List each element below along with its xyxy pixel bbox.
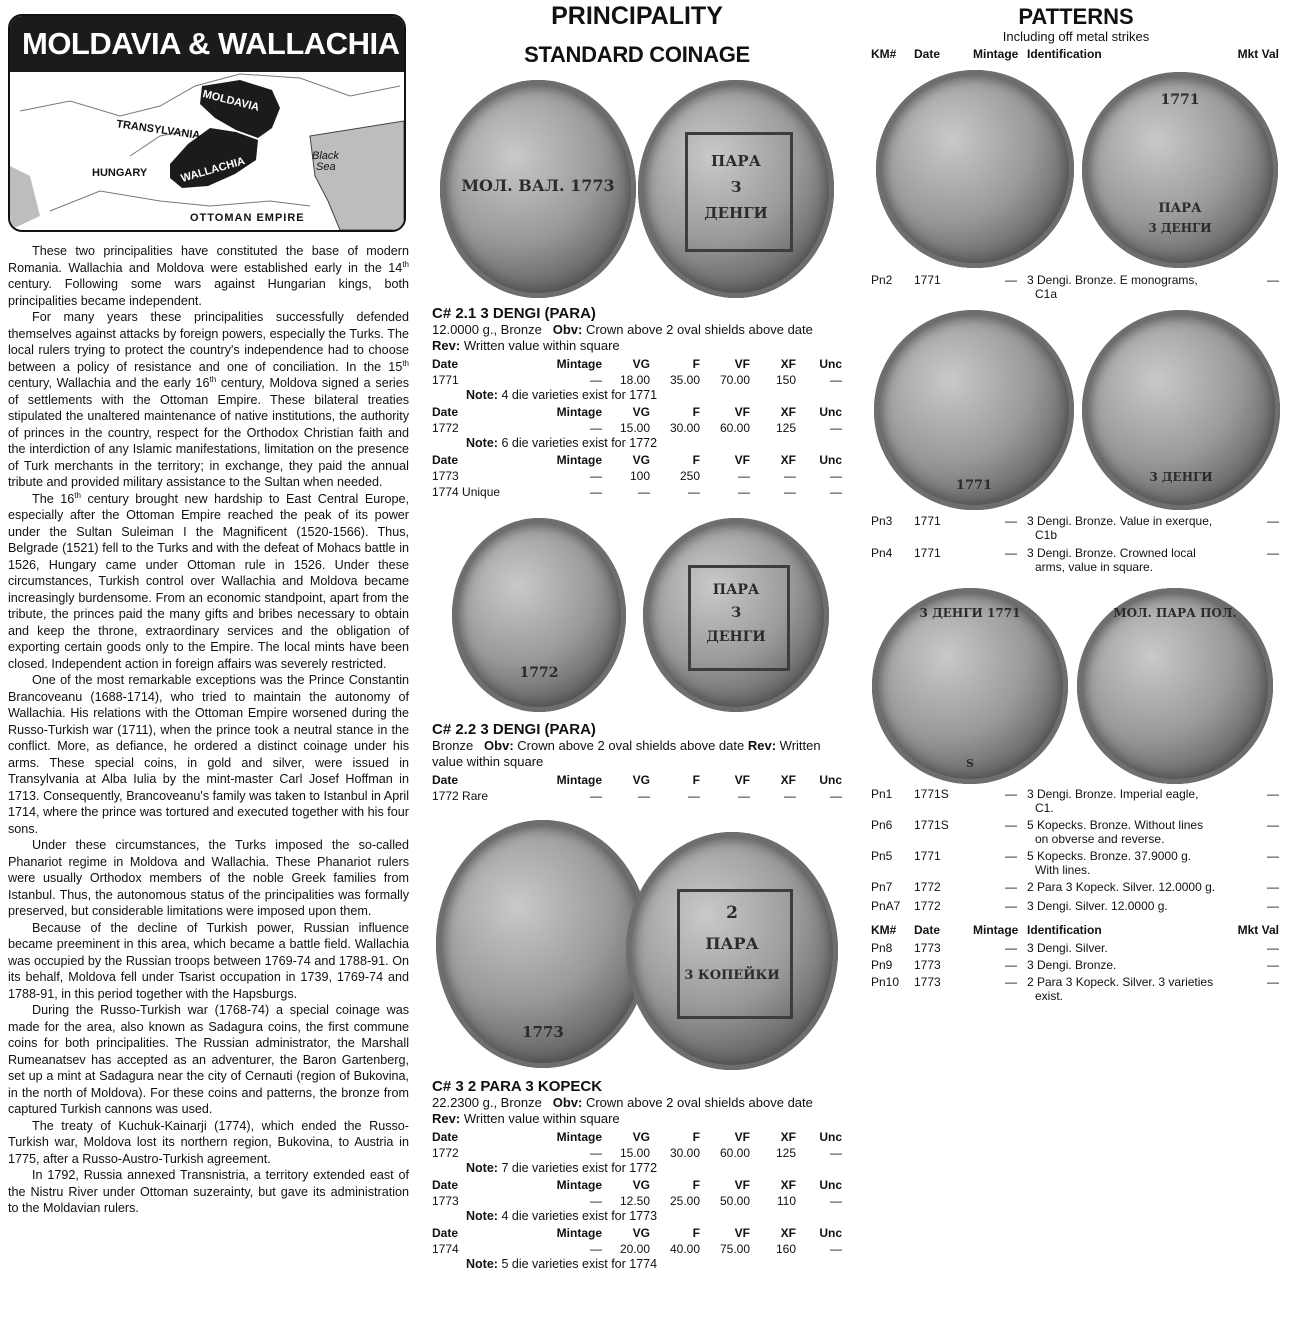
table-cell: — <box>784 469 796 483</box>
table-cell: — <box>638 485 650 499</box>
pattern-identification: 3 Dengi. Silver. <box>1027 941 1108 955</box>
coin-legend: ПАРА <box>705 934 759 954</box>
table-row <box>432 372 842 388</box>
coin-weight: 22.2300 g., Bronze <box>432 1095 542 1110</box>
coin-entry-c21 <box>432 305 842 500</box>
history-paragraph: These two principalities have constituted the base of modern Romania. Wallachia and Moldova were established early in the 14th century. Following some wars against Hungarian kings, both principalities became independent. <box>8 244 409 308</box>
table-cell: — <box>590 373 602 387</box>
table-cell: 1772 <box>432 1146 459 1160</box>
table-row <box>432 1241 842 1257</box>
note-label: Note: <box>466 1161 498 1175</box>
obv-text: Crown above 2 oval shields above date <box>585 1095 813 1110</box>
obv-label: Obv: <box>552 322 583 337</box>
table-cell: — <box>738 485 750 499</box>
value-table <box>432 1129 842 1161</box>
pattern-mkt-val: — <box>1267 818 1279 832</box>
table-cell: 125 <box>775 1146 796 1160</box>
pattern-mintage: — <box>1005 880 1017 894</box>
history-text <box>8 243 409 1217</box>
pattern-date: 1771 <box>914 273 941 287</box>
pattern-mkt-val: — <box>1267 975 1279 989</box>
note-text: 4 die varieties exist for 1773 <box>501 1209 658 1223</box>
pattern-mintage: — <box>1005 941 1017 955</box>
history-paragraph: Because of the decline of Turkish power, Russian influence became preeminent in this area, which became a battle field. Wallachia was occupied by the Russian troops between 1769-74 and 1788-91. On its behalf, Moldova fell under Tsarist occupation in 1739, 1769-74 and 1788-91, in this period together with the Hapsburgs. <box>8 920 409 1001</box>
header-cell: VG <box>632 357 650 371</box>
table-cell: 125 <box>775 421 796 435</box>
rev-label: Rev: <box>747 738 777 753</box>
header-cell: VF <box>734 1178 750 1192</box>
pattern-coin-pn1-obverse <box>872 588 1068 784</box>
pattern-km: Pn8 <box>871 941 893 955</box>
table-cell: — <box>688 485 700 499</box>
coin-title: C# 3 2 PARA 3 KOPECK <box>432 1078 603 1095</box>
header-mintage: Mintage <box>973 47 1019 61</box>
table-cell: 35.00 <box>669 373 700 387</box>
table-cell: 12.50 <box>619 1194 650 1208</box>
coin-weight: 12.0000 g., Bronze <box>432 322 542 337</box>
header-cell: Unc <box>819 1130 842 1144</box>
header-cell: F <box>692 405 700 419</box>
pattern-mkt-val: — <box>1267 787 1279 801</box>
value-table-header <box>432 356 842 372</box>
patterns-heading: PATTERNS <box>1018 4 1134 29</box>
header-cell: Unc <box>819 405 842 419</box>
coin-legend: 1772 <box>519 665 559 682</box>
table-cell: 30.00 <box>669 421 700 435</box>
table-cell: 25.00 <box>669 1194 700 1208</box>
header-cell: VF <box>734 1226 750 1240</box>
history-paragraph: For many years these principalities successfully defended themselves against attacks by foreign powers, especially the Turks. The local rulers trying to protect the country's independence had to choose between a policy of resistance and one of conciliation. In the 15th century, Wallachia and the early 16th century, Moldova signed a series of settlements with the Ottoman Empire. These bilateral treaties stipulated the unaltered maintenance of native institutions, the authority of princes in the country, respect for the Orthodox Christian faith and the interdiction of any Islamic manifestations, limitation on the presence of Turk merchants in the territory; in exchange, they paid the annual tribute and provided military assistance to the Sultan when needed. <box>8 310 409 489</box>
obv-text: Crown above 2 oval shields above date <box>585 322 813 337</box>
table-cell: 1773 <box>432 469 459 483</box>
pattern-date: 1771 <box>914 546 941 560</box>
pattern-coin-pn2-obverse <box>876 70 1074 268</box>
header-cell: VG <box>632 1226 650 1240</box>
coin-legend: МОЛ. ПАРА ПОЛ. <box>1113 605 1237 620</box>
table-row <box>432 1193 842 1209</box>
coin-title: C# 2.2 3 DENGI (PARA) <box>432 721 596 738</box>
table-row <box>432 1145 842 1161</box>
pattern-identification: 3 Dengi. Bronze. <box>1027 958 1117 972</box>
coin-legend: МОЛ. ВАЛ. 1773 <box>461 175 615 195</box>
pattern-identification-cont: C1a <box>1035 287 1058 301</box>
table-cell: — <box>830 469 842 483</box>
header-cell: VF <box>734 773 750 787</box>
coin-legend: З <box>730 178 742 197</box>
value-table-header <box>432 1129 842 1145</box>
pattern-mkt-val: — <box>1267 546 1279 560</box>
header-cell: XF <box>780 453 796 467</box>
header-cell: XF <box>780 405 796 419</box>
map-label-black-sea-1: Black <box>312 150 339 162</box>
header-cell: F <box>692 1226 700 1240</box>
pattern-mkt-val: — <box>1267 273 1279 287</box>
header-cell: Date <box>432 453 459 467</box>
coin-legend: 1771 <box>1160 91 1200 108</box>
coin-description <box>432 738 842 770</box>
table-cell: — <box>784 789 796 803</box>
pattern-mkt-val: — <box>1267 849 1279 863</box>
variety-note <box>432 1257 842 1271</box>
header-cell: VF <box>734 357 750 371</box>
obv-label: Obv: <box>552 1095 583 1110</box>
pattern-mintage: — <box>1005 546 1017 560</box>
black-sea-shape <box>310 121 404 230</box>
note-label: Note: <box>466 1257 498 1271</box>
pattern-mintage: — <box>1005 514 1017 528</box>
history-paragraph: Under these circumstances, the Turks imposed the so-called Phanariot regime in Moldova and Wallachia. These Phanariot rulers were usually Orthodox members of the noble Greek families from Istanbul. Thus, the autonomous status of the principalities was formally preserved, but considerable limitations were imposed upon them. <box>8 838 409 918</box>
table-cell: 15.00 <box>619 421 650 435</box>
coin-weight: Bronze <box>432 738 474 753</box>
value-table <box>432 452 842 500</box>
table-cell: — <box>590 469 602 483</box>
variety-note <box>432 436 842 450</box>
note-text: 7 die varieties exist for 1772 <box>501 1161 658 1175</box>
note-text: 4 die varieties exist for 1771 <box>501 388 658 402</box>
table-row <box>432 468 842 484</box>
map-label-hungary: HUNGARY <box>92 167 148 179</box>
header-cell: VG <box>632 1178 650 1192</box>
table-row <box>432 420 842 436</box>
pattern-coin-pn3-obverse <box>874 310 1074 510</box>
header-cell: F <box>692 357 700 371</box>
header-cell: Unc <box>819 1226 842 1240</box>
pattern-date: 1772 <box>914 899 941 913</box>
coin-image-c22-reverse <box>643 518 829 712</box>
pattern-identification-cont: C1b <box>1035 528 1058 542</box>
coin-legend: S <box>966 756 974 770</box>
patterns-subtitle: Including off metal strikes <box>1002 29 1150 44</box>
header-cell: F <box>692 1130 700 1144</box>
header-cell: XF <box>780 357 796 371</box>
pattern-km: Pn1 <box>871 787 893 801</box>
pattern-mkt-val: — <box>1267 958 1279 972</box>
pattern-mintage: — <box>1005 818 1017 832</box>
header-cell: Mintage <box>556 405 602 419</box>
pattern-identification: 2 Para 3 Kopeck. Silver. 3 varieties <box>1027 975 1214 989</box>
header-cell: Unc <box>819 1178 842 1192</box>
pattern-mkt-val: — <box>1267 899 1279 913</box>
header-cell: VF <box>734 453 750 467</box>
pattern-identification-cont: on obverse and reverse. <box>1035 832 1165 846</box>
table-cell: — <box>830 1194 842 1208</box>
rev-label: Rev: <box>432 338 461 353</box>
pattern-km: Pn5 <box>871 849 893 863</box>
history-paragraph: During the Russo-Turkish war (1768-74) a special coinage was made for the area, also known as Sadagura coins, the first commune coins for both principalities. The Russian administrator, the Marshall Rumeanatsev has accepted as an adventurer, the Baron Gartenberg, set up a mint at Sadagura near the city of Cernauti (region of Bukovina, in the north of Moldova). For these coins and patterns, the bronze from captured Turkish cannons was used. <box>8 1003 409 1116</box>
pattern-identification: 3 Dengi. Bronze. Crowned local <box>1027 546 1196 560</box>
pattern-mkt-val: — <box>1267 514 1279 528</box>
coin-title: C# 2.1 3 DENGI (PARA) <box>432 305 596 322</box>
value-table <box>432 772 842 804</box>
coin-image-c22-obverse <box>452 518 626 712</box>
pattern-mintage: — <box>1005 787 1017 801</box>
header-cell: XF <box>780 1178 796 1192</box>
table-cell: 60.00 <box>719 421 750 435</box>
value-table <box>432 1177 842 1209</box>
coin-legend: 1773 <box>522 1023 564 1042</box>
table-cell: — <box>590 1194 602 1208</box>
rev-text: Written value within square <box>432 738 821 769</box>
variety-note <box>432 388 842 402</box>
pattern-identification: 3 Dengi. Silver. 12.0000 g. <box>1027 899 1168 913</box>
coin-image-c21-reverse <box>638 80 834 298</box>
header-cell: F <box>692 453 700 467</box>
pattern-km: Pn6 <box>871 818 893 832</box>
table-cell: 160 <box>775 1242 796 1256</box>
pattern-mkt-val: — <box>1267 941 1279 955</box>
coin-entry-c22 <box>432 721 842 804</box>
history-paragraph: The 16th century brought new hardship to East Central Europe, especially after the Ottoman Empire reached the peak of its power under the Sultan Suleiman I the Magnificent (1520-1566). Thus, Belgrade (1521) fell to the Turks and with the defeat of Mohacs battle in 1526, Hungary came under Ottoman rule in 1526. Under these circumstances, Turkish control over Wallachia and Moldova became increasingly burdensome. From an economic standpoint, apart from the tribute, the princes paid the many gifts and bribes necessary to obtain and keep the throne, extraordinary services and the obligation of exporting certain goods only to the Empire. The local mints have been closed. Independent action in foreign affairs was severely restricted. <box>8 490 409 671</box>
header-mintage: Mintage <box>973 923 1019 937</box>
coin-image-c3-reverse <box>626 832 838 1070</box>
coin-legend: 3 ДЕНГИ <box>1149 470 1213 484</box>
table-cell: — <box>738 789 750 803</box>
header-cell: Mintage <box>556 773 602 787</box>
header-cell: XF <box>780 773 796 787</box>
note-text: 6 die varieties exist for 1772 <box>501 436 658 450</box>
header-cell: Mintage <box>556 1178 602 1192</box>
table-cell: 75.00 <box>719 1242 750 1256</box>
pattern-date: 1772 <box>914 880 941 894</box>
value-table-header <box>432 404 842 420</box>
table-cell: — <box>830 1242 842 1256</box>
table-cell: — <box>590 421 602 435</box>
header-cell: F <box>692 773 700 787</box>
table-cell: — <box>590 1146 602 1160</box>
coin-legend: ПАРА <box>711 151 761 170</box>
pattern-mintage: — <box>1005 899 1017 913</box>
table-row <box>432 484 842 500</box>
pattern-date: 1773 <box>914 958 941 972</box>
coin-legend: 3 ДЕНГИ 1771 <box>919 605 1021 620</box>
pattern-identification: 5 Kopecks. Bronze. 37.9000 g. <box>1027 849 1192 863</box>
header-cell: Date <box>432 1178 459 1192</box>
table-cell: — <box>638 789 650 803</box>
history-paragraph: One of the most remarkable exceptions was the Prince Constantin Brancoveanu (1688-1714), who tried to maintain the autonomy of Wallachia. His relations with the Ottoman Empire worsened during the Russo-Turkish war (1711), when the prince took a neutral stance in the conflict. More, as defiance, he ordered a distinct coinage under his arms. These special coins, in gold and silver, were issued in Transylvania at Alba Iulia by the mint-master Carl Josef Hoffman in 1713. Consequently, Brancoveanu's family was taken to Istanbul in April 1714, where the prince was tortured and executed together with his four sons. <box>8 673 409 836</box>
header-cell: Date <box>432 405 459 419</box>
pattern-identification: 3 Dengi. Bronze. E monograms, <box>1027 273 1198 287</box>
coin-legend: 2 <box>726 903 738 924</box>
header-identification: Identification <box>1027 923 1102 937</box>
pattern-identification: 2 Para 3 Kopeck. Silver. 12.0000 g. <box>1027 880 1216 894</box>
value-table-header <box>432 1225 842 1241</box>
coin-legend: З <box>730 605 742 622</box>
pattern-km: Pn10 <box>871 975 900 989</box>
map-title: MOLDAVIA & WALLACHIA <box>10 16 404 72</box>
header-cell: Date <box>432 773 459 787</box>
pattern-identification: 3 Dengi. Bronze. Imperial eagle, <box>1027 787 1199 801</box>
region-map <box>8 14 406 232</box>
pattern-identification: 3 Dengi. Bronze. Value in exerque, <box>1027 514 1213 528</box>
coin-image-c3-obverse <box>436 820 650 1068</box>
variety-note <box>432 1209 842 1223</box>
value-tables <box>432 356 842 500</box>
pattern-identification-cont: With lines. <box>1035 863 1091 877</box>
history-paragraph: In 1792, Russia annexed Transnistria, a territory extended east of the Nistru River under Ottoman suzerainty, but gave its administration to the Moldavian rulers. <box>8 1168 409 1215</box>
table-cell: 150 <box>775 373 796 387</box>
map-label-ottoman: OTTOMAN EMPIRE <box>190 212 305 224</box>
map-label-wallachia: WALLACHIA <box>179 155 247 185</box>
map-label-black-sea-2: Sea <box>316 161 336 173</box>
coin-legend: ДЕНГИ <box>704 204 768 223</box>
pattern-mintage: — <box>1005 975 1017 989</box>
header-cell: VG <box>632 1130 650 1144</box>
pattern-date: 1773 <box>914 975 941 989</box>
table-cell: — <box>784 485 796 499</box>
coin-description <box>432 322 842 354</box>
table-cell: — <box>590 789 602 803</box>
table-cell: 1772 Rare <box>432 789 489 803</box>
coin-legend: ДЕНГИ <box>706 628 766 645</box>
coin-image-c21-obverse <box>440 80 636 298</box>
pattern-km: PnA7 <box>871 899 901 913</box>
table-cell: 50.00 <box>719 1194 750 1208</box>
table-cell: 100 <box>629 469 650 483</box>
value-tables <box>432 772 842 804</box>
table-cell: 1774 <box>432 1242 459 1256</box>
table-cell: — <box>590 485 602 499</box>
coin-legend: 3 КОПЕЙКИ <box>684 967 780 983</box>
header-mkt-val: Mkt Val <box>1237 47 1279 61</box>
note-label: Note: <box>466 436 498 450</box>
value-table <box>432 356 842 388</box>
coin-legend: 1771 <box>955 478 993 493</box>
pattern-km: Pn9 <box>871 958 893 972</box>
pattern-date: 1771S <box>914 787 949 801</box>
coin-legend: 3 ДЕНГИ <box>1148 220 1212 235</box>
header-cell: F <box>692 1178 700 1192</box>
principality-heading: PRINCIPALITY <box>551 2 723 30</box>
pattern-mintage: — <box>1005 849 1017 863</box>
variety-note <box>432 1161 842 1175</box>
header-cell: Date <box>432 1130 459 1144</box>
table-cell: 1773 <box>432 1194 459 1208</box>
header-date: Date <box>914 923 941 937</box>
table-cell: — <box>830 421 842 435</box>
header-cell: Date <box>432 357 459 371</box>
adriatic-shape <box>10 166 40 230</box>
pattern-date: 1771S <box>914 818 949 832</box>
table-cell: 40.00 <box>669 1242 700 1256</box>
pattern-date: 1771 <box>914 514 941 528</box>
coin-description <box>432 1095 842 1127</box>
header-cell: VF <box>734 1130 750 1144</box>
table-cell: 1774 Unique <box>432 485 501 499</box>
header-identification: Identification <box>1027 47 1102 61</box>
pattern-identification: 5 Kopecks. Bronze. Without lines <box>1027 818 1204 832</box>
header-mkt-val: Mkt Val <box>1237 923 1279 937</box>
table-cell: — <box>830 485 842 499</box>
map-label-transylvania: TRANSYLVANIA <box>115 118 201 142</box>
value-table-header <box>432 1177 842 1193</box>
value-table-header <box>432 772 842 788</box>
pattern-km: Pn4 <box>871 546 893 560</box>
pattern-km: Pn7 <box>871 880 893 894</box>
header-cell: XF <box>780 1130 796 1144</box>
obv-label: Obv: <box>484 738 514 753</box>
header-cell: Mintage <box>556 1226 602 1240</box>
pattern-km: Pn3 <box>871 514 893 528</box>
table-cell: — <box>688 789 700 803</box>
header-cell: Unc <box>819 357 842 371</box>
rev-text: Written value within square <box>463 1111 620 1126</box>
header-date: Date <box>914 47 941 61</box>
header-cell: Unc <box>819 773 842 787</box>
standard-coinage-heading: STANDARD COINAGE <box>524 42 750 67</box>
table-cell: — <box>830 373 842 387</box>
header-cell: VG <box>632 453 650 467</box>
header-cell: Mintage <box>556 1130 602 1144</box>
table-cell: — <box>830 1146 842 1160</box>
header-cell: XF <box>780 1226 796 1240</box>
header-km: KM# <box>871 923 897 937</box>
map-label-moldavia: MOLDAVIA <box>201 88 261 114</box>
table-cell: 70.00 <box>719 373 750 387</box>
table-cell: 250 <box>679 469 700 483</box>
note-label: Note: <box>466 388 498 402</box>
table-cell: — <box>590 1242 602 1256</box>
rev-label: Rev: <box>432 1111 461 1126</box>
table-cell: 20.00 <box>619 1242 650 1256</box>
pattern-coin-pn1-reverse <box>1077 588 1273 784</box>
header-cell: Mintage <box>556 453 602 467</box>
pattern-identification-cont: C1. <box>1035 801 1054 815</box>
value-tables <box>432 1129 842 1271</box>
pattern-identification-cont: arms, value in square. <box>1035 560 1154 574</box>
pattern-coin-pn2-reverse <box>1082 72 1278 268</box>
value-table-header <box>432 452 842 468</box>
pattern-mintage: — <box>1005 273 1017 287</box>
coin-entry-c3 <box>432 1078 842 1271</box>
note-text: 5 die varieties exist for 1774 <box>501 1257 658 1271</box>
header-cell: Unc <box>819 453 842 467</box>
pattern-identification-cont: exist. <box>1035 989 1064 1003</box>
table-cell: 60.00 <box>719 1146 750 1160</box>
note-label: Note: <box>466 1209 498 1223</box>
header-cell: Mintage <box>556 357 602 371</box>
pattern-mkt-val: — <box>1267 880 1279 894</box>
table-cell: 110 <box>776 1194 796 1208</box>
table-row <box>432 788 842 804</box>
pattern-km: Pn2 <box>871 273 893 287</box>
table-cell: 30.00 <box>669 1146 700 1160</box>
value-table <box>432 1225 842 1257</box>
header-cell: Date <box>432 1226 459 1240</box>
header-cell: VF <box>734 405 750 419</box>
pattern-date: 1771 <box>914 849 941 863</box>
table-cell: 1771 <box>432 373 459 387</box>
pattern-mintage: — <box>1005 958 1017 972</box>
table-cell: 1772 <box>432 421 459 435</box>
rev-text: Written value within square <box>463 338 620 353</box>
table-cell: — <box>738 469 750 483</box>
table-cell: 18.00 <box>619 373 650 387</box>
header-cell: VG <box>632 773 650 787</box>
table-cell: — <box>830 789 842 803</box>
pattern-date: 1773 <box>914 941 941 955</box>
coin-legend: ПАРА <box>712 582 760 599</box>
history-paragraph: The treaty of Kuchuk-Kainarji (1774), which ended the Russo-Turkish war, Moldova lost its northern region, Bukovina, to Austria in 1775, after a Russo-Austro-Turkish agreement. <box>8 1118 409 1166</box>
header-cell: VG <box>632 405 650 419</box>
coin-legend: ПАРА <box>1158 201 1202 217</box>
value-table <box>432 404 842 436</box>
header-km: KM# <box>871 47 897 61</box>
table-cell: 15.00 <box>619 1146 650 1160</box>
pattern-coin-pn3-reverse <box>1082 310 1280 510</box>
obv-text: Crown above 2 oval shields above date <box>517 738 745 753</box>
